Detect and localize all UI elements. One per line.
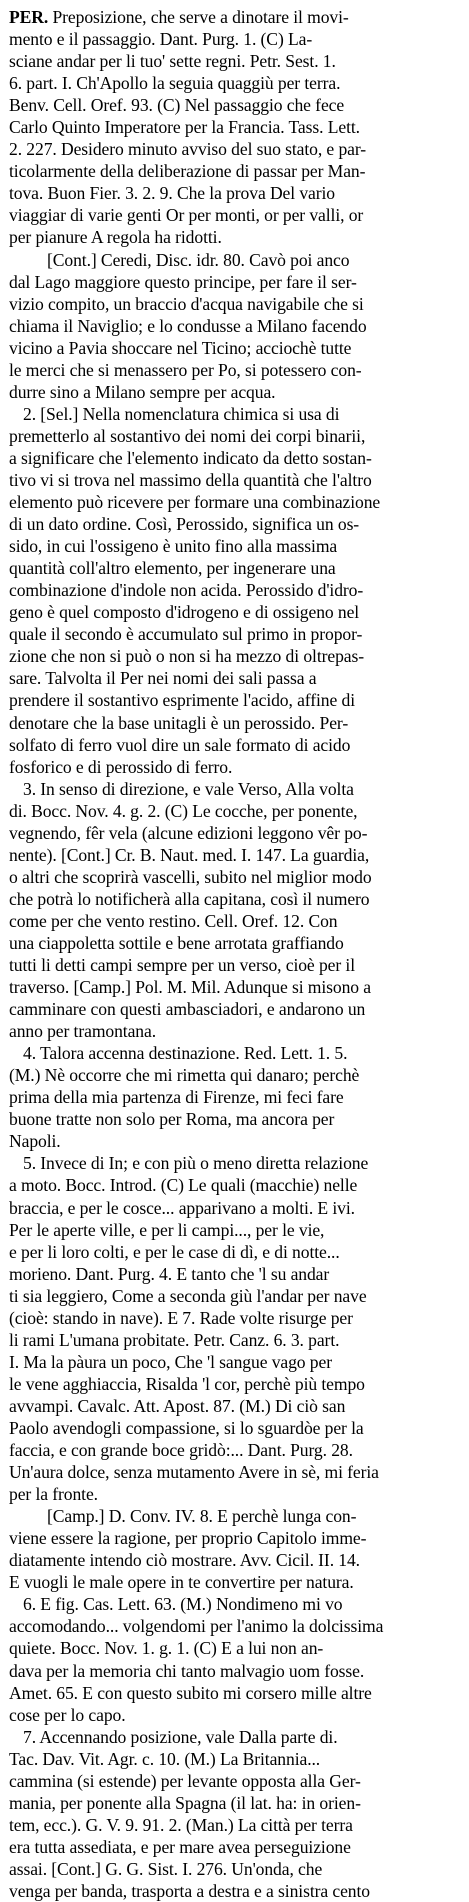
- entry-line: Napoli.: [9, 1131, 61, 1152]
- entry-line: assai. [Cont.] G. G. Sist. I. 276. Un'onda, che: [9, 1858, 323, 1879]
- entry-line: venga per banda, trasporta a destra e a sinistra cento: [9, 1880, 370, 1901]
- entry-line: sare. Talvolta il Per nei nomi dei sali passa a: [9, 668, 317, 689]
- entry-line: buone tratte non solo per Roma, ma ancora per: [9, 1109, 335, 1130]
- entry-line: tem, ecc.). G. V. 9. 91. 2. (Man.) La città per terra: [9, 1814, 353, 1835]
- entry-line: cammina (si estende) per levante opposta alla Ger-: [9, 1770, 361, 1791]
- entry-line: traverso. [Camp.] Pol. M. Mil. Adunque si misono a: [9, 977, 372, 998]
- entry-line: quantità coll'altro elemento, per ingenerare una: [9, 558, 336, 579]
- entry-line: quiete. Bocc. Nov. 1. g. 1. (C) E a lui non an-: [9, 1638, 324, 1659]
- entry-line: a moto. Bocc. Introd. (C) Le quali (macchie) nelle: [9, 1175, 358, 1196]
- entry-line: di un dato ordine. Così, Perossido, significa un os-: [9, 514, 360, 535]
- entry-line: durre sino a Milano sempre per acqua.: [9, 381, 276, 402]
- entry-line: nente). [Cont.] Cr. B. Naut. med. I. 147. La guardia,: [9, 844, 370, 865]
- entry-line: 3. In senso di direzione, e vale Verso, Alla volta: [23, 778, 354, 799]
- entry-line: mento e il passaggio. Dant. Purg. 1. (C) La-: [9, 29, 313, 50]
- entry-line: Per le aperte ville, e per li campi..., per le vie,: [9, 1219, 325, 1240]
- entry-line: vegnendo, fêr vela (alcune edizioni leggono vêr po-: [9, 822, 368, 843]
- entry-line: faccia, e con grande boce gridò:... Dant. Purg. 28.: [9, 1440, 353, 1461]
- entry-line: sido, in cui l'ossigeno è unito fino alla massima: [9, 536, 338, 557]
- entry-line: 6. E fig. Cas. Lett. 63. (M.) Nondimeno mi vo: [23, 1594, 343, 1615]
- entry-line: Carlo Quinto Imperatore per la Francia. Tass. Lett.: [9, 117, 360, 138]
- entry-line: viaggiar di varie genti Or per monti, or per valli, or: [9, 205, 364, 226]
- entry-line: Un'aura dolce, senza mutamento Avere in sè, mi feria: [9, 1462, 379, 1483]
- entry-line: tova. Buon Fier. 3. 2. 9. Che la prova Del vario: [9, 183, 336, 204]
- entry-line: Amet. 65. E con questo subito mi corsero mille altre: [9, 1682, 372, 1703]
- entry-line: premetterlo al sostantivo dei nomi dei corpi binarii,: [9, 425, 366, 446]
- entry-line: per pianure A regola ha ridotti.: [9, 227, 222, 248]
- entry-line: vizio compito, un braccio d'acqua navigabile che si: [9, 293, 364, 314]
- entry-line: chiama il Naviglio; e lo condusse a Milano facendo: [9, 315, 367, 336]
- entry-line: una ciappoletta sottile e bene arrotata graffiando: [9, 932, 344, 953]
- entry-line: 2. 227. Desidero minuto avviso del suo stato, e par-: [9, 139, 367, 160]
- entry-line: tivo vi si trova nel massimo della quantità che l'altro: [9, 469, 372, 490]
- entry-line: elemento può ricevere per formare una combinazione: [9, 492, 381, 513]
- entry-line: fosforico e di perossido di ferro.: [9, 756, 233, 777]
- entry-line: era tutta assediata, e per mare avea perseguizione: [9, 1836, 351, 1857]
- entry-line: diatamente intendo ciò mostrare. Avv. Cicil. II. 14.: [9, 1550, 360, 1571]
- entry-line: come per che vento restino. Cell. Oref. 12. Con: [9, 910, 338, 931]
- entry-line: mania, per ponente alla Spagna (il lat. ha: in orien-: [9, 1792, 361, 1813]
- entry-line: prima della mia partenza di Firenze, mi feci fare: [9, 1087, 344, 1108]
- entry-line: tutti li detti campi sempre per un verso, cioè per il: [9, 955, 355, 976]
- entry-line: Paolo avendogli compassione, si lo sguardòe per la: [9, 1418, 364, 1438]
- entry-line: sciane andar per li tuo' sette regni. Petr. Sest. 1.: [9, 51, 336, 72]
- entry-line: e per li loro colti, e per le case di dì, e di notte...: [9, 1241, 340, 1262]
- entry-line: le merci che si menassero per Po, si potessero con-: [9, 359, 362, 380]
- entry-line: 5. Invece di In; e con più o meno diretta relazione: [23, 1153, 369, 1174]
- entry-line: 2. [Sel.] Nella nomenclatura chimica si usa di: [23, 403, 340, 424]
- entry-line: prendere il sostantivo esprimente l'acido, affine di: [9, 690, 355, 711]
- entry-line: 6. part. I. Ch'Apollo la seguia quaggiù per terra.: [9, 73, 341, 94]
- entry-line: geno è quel composto d'idrogeno e di ossigeno nel: [9, 602, 360, 623]
- entry-line: cose per lo capo.: [9, 1704, 126, 1725]
- entry-line: avvampi. Cavalc. Att. Apost. 87. (M.) Di ciò san: [9, 1395, 346, 1416]
- entry-line: che potrà lo notificherà alla capitana, così il numero: [9, 888, 370, 909]
- entry-line: solfato di ferro vuol dire un sale formato di acido: [9, 734, 351, 755]
- entry-line: dal Lago maggiore questo principe, per fare il ser-: [9, 271, 357, 292]
- entry-headword: PER.: [9, 7, 49, 27]
- entry-line: dava per la memoria chi tanto malvagio uom fosse.: [9, 1660, 365, 1681]
- entry-line: denotare che la base unitagli è un perossido. Per-: [9, 712, 349, 733]
- entry-line: (M.) Nè occorre che mi rimetta qui danaro; perchè: [9, 1065, 360, 1086]
- entry-line: le vene agghiaccia, Risalda 'l cor, perchè più tempo: [9, 1373, 365, 1394]
- entry-line: a significare che l'elemento indicato da detto sostan-: [9, 447, 372, 468]
- entry-line: Tac. Dav. Vit. Agr. c. 10. (M.) La Britannia...: [9, 1748, 321, 1769]
- entry-line: quale il secondo è accumulato sul primo in propor-: [9, 624, 363, 645]
- entry-line: o altri che scoprirà vascelli, subito nel miglior modo: [9, 866, 372, 887]
- entry-line: viene essere la ragione, per proprio Capitolo imme-: [9, 1528, 367, 1549]
- entry-line: (cioè: stando in nave). E 7. Rade volte risurge per: [9, 1307, 353, 1328]
- entry-line: di. Bocc. Nov. 4. g. 2. (C) Le cocche, per ponente,: [9, 800, 358, 821]
- entry-line: morieno. Dant. Purg. 4. E tanto che 'l su andar: [9, 1263, 330, 1284]
- entry-line: li rami L'umana probitate. Petr. Canz. 6. 3. part.: [9, 1329, 340, 1350]
- entry-line: 4. Talora accenna destinazione. Red. Lett. 1. 5.: [23, 1043, 348, 1064]
- entry-line: I. Ma la pàura un poco, Che 'l sangue vago per: [9, 1351, 332, 1372]
- entry-body: [9, 28, 460, 1902]
- entry-line: accomodando... volgendomi per l'animo la dolcissima: [9, 1616, 384, 1637]
- entry-line: vicino a Pavia shoccare nel Ticino; acciochè tutte: [9, 337, 352, 358]
- entry-line: zione che non si può o non si ha mezzo di oltrepas-: [9, 646, 364, 667]
- entry-line-text: Preposizione, che serve a dinotare il movi-: [48, 7, 349, 27]
- entry-line: [Camp.] D. Conv. IV. 8. E perchè lunga con-: [47, 1506, 357, 1527]
- entry-line: camminare con questi ambasciadori, e andarono un: [9, 999, 366, 1020]
- entry-line-0: [9, 6, 460, 28]
- entry-line: anno per tramontana.: [9, 1021, 156, 1042]
- entry-line: E vuogli le male opere in te convertire per natura.: [9, 1572, 354, 1593]
- entry-line: combinazione d'indole non acida. Perossido d'idro-: [9, 580, 364, 601]
- entry-line: 7. Accennando posizione, vale Dalla parte di.: [23, 1726, 338, 1747]
- entry-line: ti sia leggiero, Come a seconda giù l'andar per nave: [9, 1285, 367, 1306]
- entry-line: Benv. Cell. Oref. 93. (C) Nel passaggio che fece: [9, 95, 345, 116]
- entry-line: [Cont.] Ceredi, Disc. idr. 80. Cavò poi anco: [47, 249, 350, 270]
- entry-line: per la fronte.: [9, 1484, 98, 1505]
- entry-line: ticolarmente della deliberazione di passar per Man-: [9, 161, 366, 182]
- entry-line: braccia, e per le cosce... apparivano a molti. E ivi.: [9, 1197, 355, 1218]
